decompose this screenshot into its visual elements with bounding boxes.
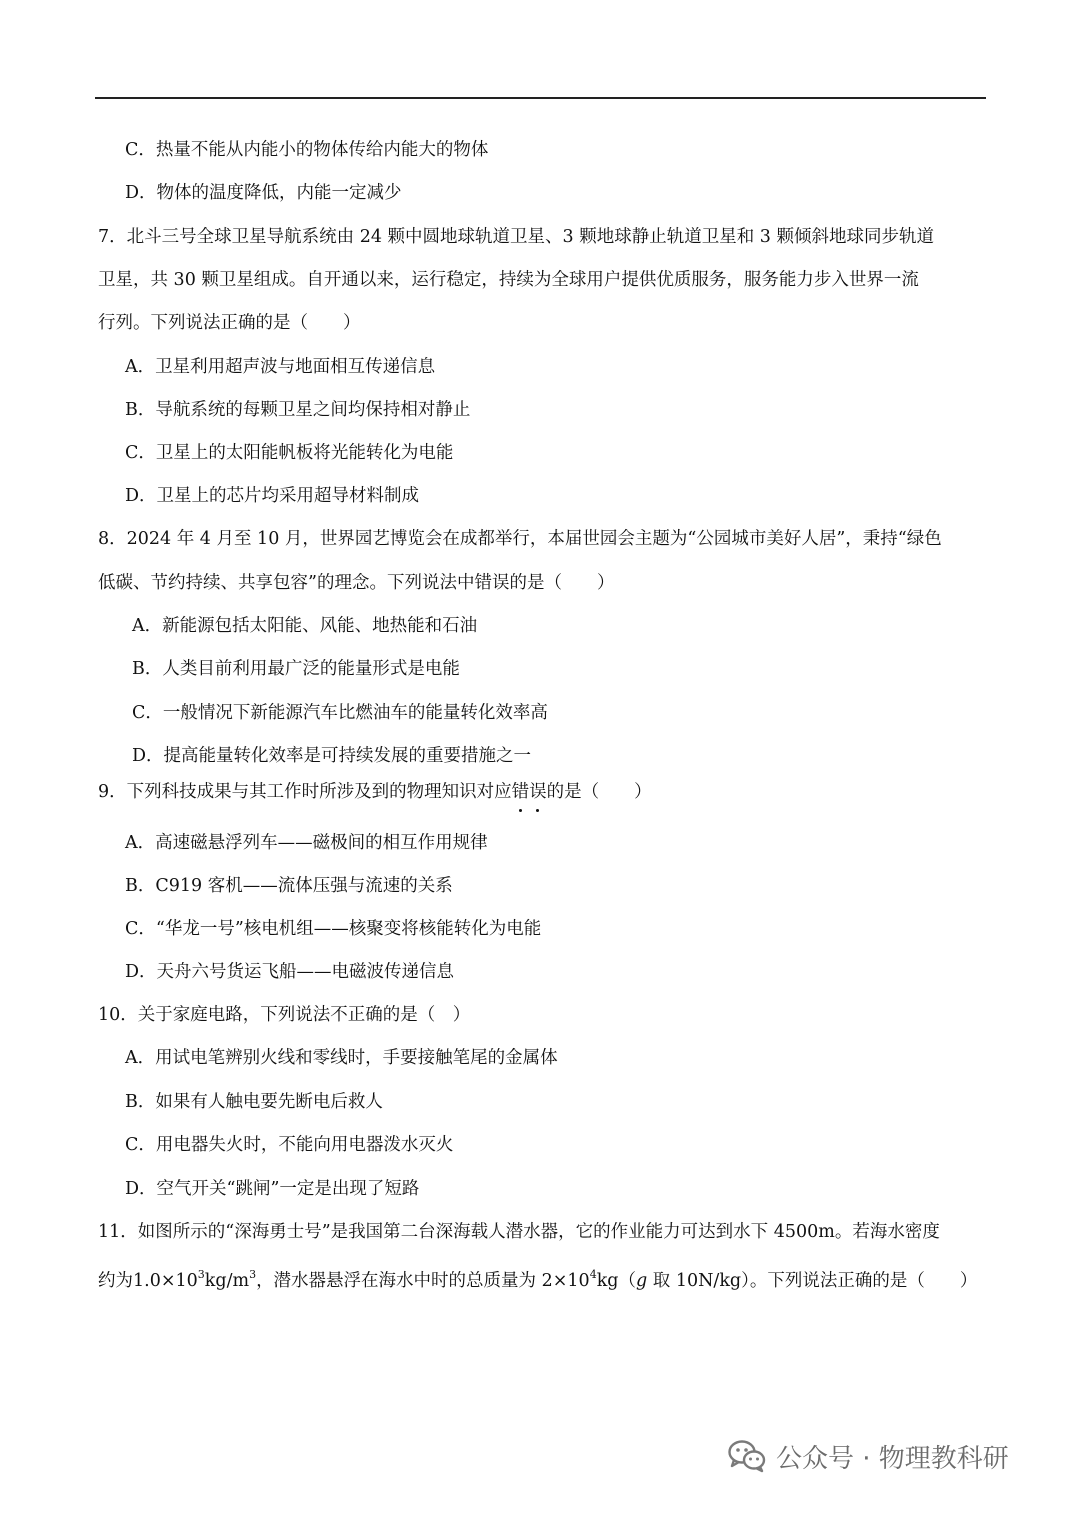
header-rule — [95, 97, 986, 99]
question-7-line-3: 行列。下列说法正确的是（ ） — [98, 313, 361, 333]
option-6c: C．热量不能从内能小的物体传给内能大的物体 — [125, 140, 489, 160]
q11-superscript: 4 — [589, 1268, 597, 1282]
option-8d: D．提高能量转化效率是可持续发展的重要措施之一 — [132, 746, 532, 766]
question-7-line-2: 卫星，共 30 颗卫星组成。自开通以来，运行稳定，持续为全球用户提供优质服务，服务能力步入世界一流 — [98, 270, 919, 290]
q11-text: kg/m — [204, 1271, 250, 1291]
option-10d: D．空气开关“跳闸”一定是出现了短路 — [125, 1179, 420, 1199]
question-8-line-1: 8．2024 年 4 月至 10 月，世界园艺博览会在成都举行，本届世园会主题为“公园城市美好人居”，秉持“绿色 — [98, 529, 942, 549]
question-10: 10．关于家庭电路，下列说法不正确的是（ ） — [98, 1005, 471, 1025]
option-9a: A．高速磁悬浮列车——磁极间的相互作用规律 — [125, 833, 488, 853]
option-10b: B．如果有人触电要先断电后救人 — [125, 1092, 383, 1112]
option-8c: C．一般情况下新能源汽车比燃油车的能量转化效率高 — [132, 703, 548, 723]
wechat-icon — [728, 1439, 766, 1473]
option-10c: C．用电器失火时，不能向用电器泼水灭火 — [125, 1135, 454, 1155]
option-9b: B．C919 客机——流体压强与流速的关系 — [125, 876, 453, 896]
q11-text: 约为1.0×10 — [98, 1271, 198, 1291]
option-9d: D．天舟六号货运飞船——电磁波传递信息 — [125, 962, 455, 982]
q11-superscript: 3 — [197, 1268, 205, 1282]
option-7d: D．卫星上的芯片均采用超导材料制成 — [125, 486, 420, 506]
q11-superscript: 3 — [249, 1268, 257, 1282]
question-9 — [98, 780, 652, 804]
q11-text: ，潜水器悬浮在海水中时的总质量为 2×10 — [256, 1271, 590, 1291]
option-7b: B．导航系统的每颗卫星之间均保持相对静止 — [125, 400, 471, 420]
option-9c: C．“华龙一号”核电机组——核聚变将核能转化为电能 — [125, 919, 542, 939]
q11-variable-g: g — [636, 1271, 648, 1291]
question-7-line-1: 7．北斗三号全球卫星导航系统由 24 颗中圆地球轨道卫星、3 颗地球静止轨道卫星和 3 颗倾斜地球同步轨道 — [98, 227, 934, 247]
question-9-text: 9．下列科技成果与其工作时所涉及到的物理知识对应 — [98, 782, 512, 802]
option-7a: A．卫星利用超声波与地面相互传递信息 — [125, 357, 436, 377]
question-8-line-2: 低碳、节约持续、共享包容”的理念。下列说法中错误的是（ ） — [98, 573, 615, 593]
question-9-tail: 的是（ ） — [546, 782, 652, 802]
q11-text: 取 10N/kg）。下列说法正确的是（ ） — [647, 1271, 978, 1291]
emphasis-char: 错 — [511, 782, 530, 802]
option-8b: B．人类目前利用最广泛的能量形式是电能 — [132, 659, 460, 679]
q11-text: kg（ — [596, 1271, 637, 1291]
question-11-line-2 — [98, 1269, 977, 1293]
option-10a: A．用试电笔辨别火线和零线时，手要接触笔尾的金属体 — [125, 1048, 558, 1068]
emphasis-char: 误 — [529, 782, 547, 802]
watermark — [728, 1436, 1009, 1476]
option-7c: C．卫星上的太阳能帆板将光能转化为电能 — [125, 443, 454, 463]
option-6d: D．物体的温度降低，内能一定减少 — [125, 183, 402, 203]
option-8a: A．新能源包括太阳能、风能、地热能和石油 — [132, 616, 478, 636]
question-11-line-1: 11．如图所示的“深海勇士号”是我国第二台深海载人潜水器，它的作业能力可达到水下 4500m。若海水密度 — [98, 1222, 940, 1242]
watermark-text: 公众号 · 物理教科研 — [776, 1443, 1009, 1474]
